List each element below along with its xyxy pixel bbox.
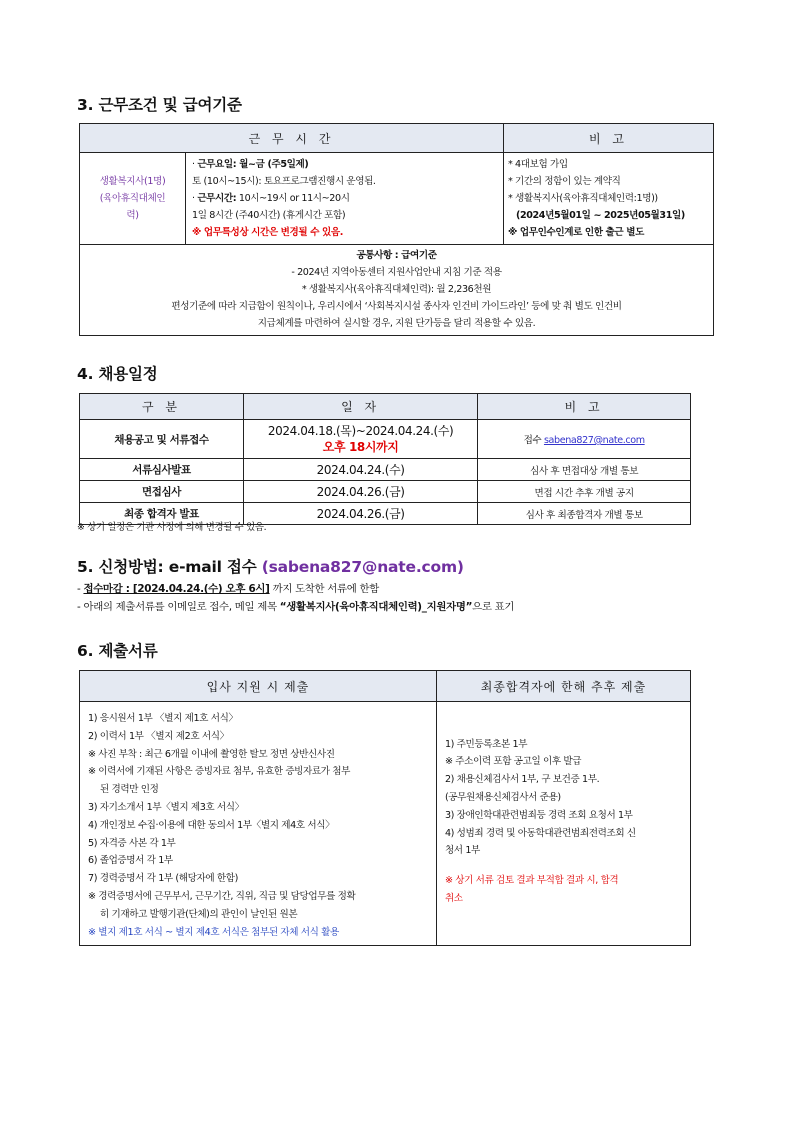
document-item: ※ 이력서에 기재된 사항은 증빙자료 첨부, 유효한 증빙자료가 첨부 [88,766,351,778]
work-warning: ※ 업무특성상 시간은 변경될 수 있음. [192,227,344,238]
document-item: (공무원채용신체검사서 준용) [444,791,561,803]
heading-email: (sabena827@nate.com) [261,558,464,576]
schedule-header-category: 구 분 [80,394,244,420]
documents-warning: ※ 상기 서류 검토 결과 부적합 결과 시, 합격 [444,875,619,887]
document-item: 3) 자기소개서 1부〈별지 제3호 서식〉 [88,801,244,813]
documents-table [79,670,691,946]
document-item: 2) 이력서 1부 〈별지 제2호 서식〉 [88,730,229,742]
document-item: 1) 주민등록초본 1부 [444,738,528,750]
documents-header-left: 입사 지원 시 제출 [80,671,437,702]
section3-heading: 3. 근무조건 및 급여기준 [77,96,242,114]
document-item: ※ 사진 부착 : 최근 6개월 이내에 촬영한 탈모 정면 상반신사진 [88,748,335,760]
schedule-row-note: 면접 시간 추후 개별 공지 [478,481,691,503]
remark-item: * 생활복지사(육아휴직대체인력:1명)) [508,193,658,204]
section5-heading: 5. 신청방법: e-mail 접수 (sabena827@nate.com) [77,558,464,576]
document-item: 5) 자격증 사본 각 1부 [88,837,176,849]
document-item: 2) 채용신체검사서 1부, 구 보건증 1부. [444,774,600,786]
schedule-row-date: 2024.04.26.(금) [244,481,478,503]
mail-subject-line: - 아래의 제출서류를 이메일로 접수, 메일 제목 “생활복지사(육아휴직대체인력)_지원자명”으로 표기 [77,601,515,613]
schedule-header-date: 일 자 [244,394,478,420]
work-hours-header: 근 무 시 간 [80,124,504,153]
common-line: 지급체계를 마련하여 실시할 경우, 지원 단가등을 달리 적용할 수 있음. [257,318,536,329]
schedule-row-label: 최종 합격자 발표 [80,503,244,525]
common-salary-cell [80,245,714,336]
documents-header-right: 최종합격자에 한해 추후 제출 [436,671,690,702]
remarks-header: 비 고 [504,124,714,153]
remark-item: * 기간의 정함이 있는 계약직 [508,176,621,187]
documents-right-cell [436,702,690,946]
schedule-row-note: 심사 후 최종합격자 개별 통보 [478,503,691,525]
common-line: 편성기준에 따라 지급함이 원칙이나, 우리시에서 ‘사회복지시설 종사자 인건비 가이드라인’ 등에 맞 춰 별도 인건비 [171,301,622,312]
position-cell [80,153,186,245]
schedule-table [79,393,691,525]
document-item: 청서 1부 [444,845,480,857]
remarks-cell [504,153,714,245]
schedule-row-note: 접수 sabena827@nate.com [478,420,691,459]
work-hours-cell [186,153,504,245]
schedule-row-label: 채용공고 및 서류접수 [80,420,244,459]
schedule-row-date: 2024.04.18.(목)~2024.04.24.(수) 오후 18시까지 [244,420,478,459]
position-line: (육아휴직대체인 [99,193,166,204]
document-item: ※ 경력증명서에 근무부서, 근무기간, 직위, 직급 및 담당업무를 정확 [88,890,356,902]
schedule-row-label: 면접심사 [80,481,244,503]
schedule-header-note: 비 고 [478,394,691,420]
work-conditions-table [79,123,714,336]
document-item: 히 기재하고 발행기관(단체)의 관인이 날인된 원본 [100,908,298,920]
remark-item: * 4대보험 가입 [508,159,568,170]
email-link[interactable]: sabena827@nate.com [543,435,645,446]
document-item: 된 경력만 인정 [100,784,159,796]
document-item: 1) 응시원서 1부 〈별지 제1호 서식〉 [88,713,238,724]
schedule-row-date: 2024.04.24.(수) [244,459,478,481]
schedule-row-label: 서류심사발표 [80,459,244,481]
remark-period: (2024년5월01일 ~ 2025년05월31일) [516,210,685,221]
section4-heading: 4. 채용일정 [77,365,158,383]
documents-form-note: ※ 별지 제1호 서식 ~ 별지 제4호 서식은 첨부된 자체 서식 활용 [88,926,339,938]
deadline-line: - 접수마감 : [2024.04.24.(수) 오후 6시] 까지 도착한 서류에 한함 [77,583,379,595]
schedule-row-date: 2024.04.26.(금) [244,503,478,525]
schedule-row-note: 심사 후 면접대상 개별 통보 [478,459,691,481]
position-line: 력) [126,210,139,221]
documents-left-cell [80,702,437,946]
work-line: 1일 8시간 (주40시간) (휴게시간 포함) [192,210,346,221]
documents-warning: 취소 [444,892,463,904]
document-item: ※ 주소이력 포함 공고일 이후 발급 [444,756,582,768]
document-item: 3) 장애인학대관련범죄등 경력 조회 요청서 1부 [444,809,633,821]
document-item: 6) 졸업증명서 각 1부 [88,855,173,867]
work-line: 토 (10시~15시): 토요프로그램진행시 운영됨. [192,176,376,187]
section6-heading: 6. 제출서류 [77,642,158,660]
position-line: 생활복지사(1명) [99,176,166,187]
document-item: 4) 성범죄 경력 및 아동학대관련범죄전력조회 신 [444,827,636,839]
common-line: - 2024년 지역아동센터 지원사업안내 지침 기준 적용 [291,267,502,278]
remark-note: ※ 업무인수인계로 인한 출근 별도 [508,227,644,238]
work-line: · 근무요일: 월~금 (주5일제) [192,159,309,170]
schedule-footnote: ※ 상기 일정은 기관 사정에 의해 변경될 수 있음. [77,522,267,533]
common-line: * 생활복지사(육아휴직대체인력): 월 2,236천원 [301,284,492,295]
document-item: 4) 개인정보 수집·이용에 대한 동의서 1부〈별지 제4호 서식〉 [88,819,335,831]
document-item: 7) 경력증명서 각 1부 (해당자에 한함) [88,873,238,885]
common-title: 공통사항 : 급여기준 [356,250,437,261]
work-line: · 근무시간: 10시~19시 or 11시~20시 [192,193,350,204]
